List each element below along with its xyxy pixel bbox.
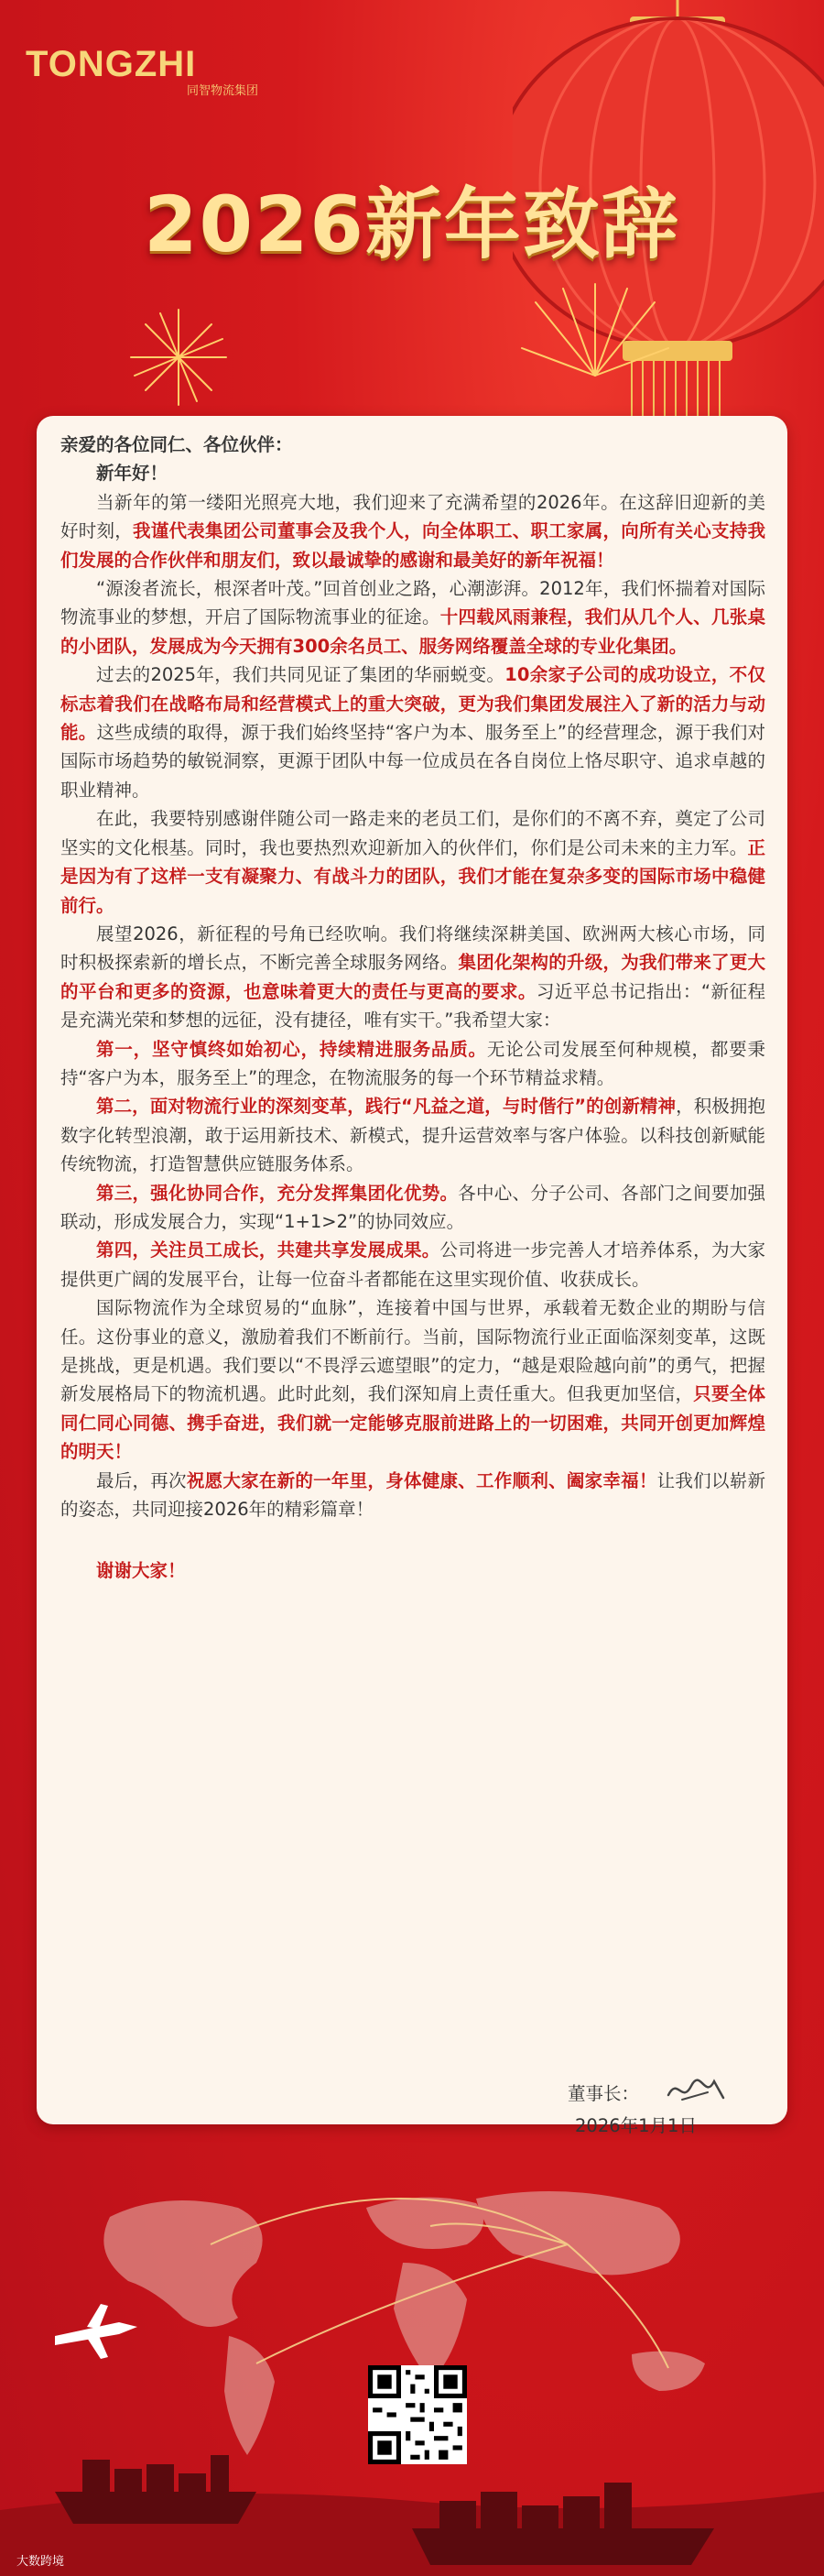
body-text: 公司将进一步完善人才培养体系，为大家提供更广阔的发展平台，让每一位奋斗者都能在这里实现价值、收获成长。 [60,1239,765,1290]
letter-happy-new-year: 新年好！ [96,463,168,485]
company-logo [26,46,258,98]
signature-image [664,2072,728,2109]
emphasis-text: 第四，关注员工成长，共建共享发展成果。 [96,1239,440,1261]
paragraph-6 [60,1035,765,1093]
letter-date: 2026年1月1日 [575,2115,697,2136]
letter-greeting: 亲爱的各位同仁、各位伙伴： [60,434,293,455]
body-text: 最后，再次 [96,1469,187,1491]
emphasis-text: 第二，面对物流行业的深刻变革，践行“凡益之道，与时偕行”的创新精神 [96,1096,677,1118]
emphasis-text: 集团化架构的升级，为我们带来了更大的平台和更多的资源，也意味着更大的责任与更高的要求。 [60,952,765,1002]
body-text: 当新年的第一缕阳光照亮大地，我们迎来了充满希望的2026年。在这辞旧迎新的美好时刻， [60,491,765,542]
body-text: 展望2026，新征程的号角已经吹响。我们将继续深耕美国、欧洲两大核心市场，同时积极探索新的增长点，不断完善全球服务网络。 [60,922,765,974]
emphasis-text: 正是因为有了这样一支有凝聚力、有战斗力的团队，我们才能在复杂多变的国际市场中稳健前行。 [60,836,765,916]
paragraph-2 [60,574,765,660]
emphasis-text: 只要全体同仁同心同德、携手奋进，我们就一定能够克服前进路上的一切困难，共同开创更加辉煌的明天！ [60,1383,765,1463]
footer-brand: 大数跨境 [16,2555,65,2569]
qr-code[interactable] [368,2365,467,2464]
paragraph-10 [60,1293,765,1466]
body-text: 习近平总书记指出：“新征程是充满光荣和梦想的远征，没有捷径，唯有实干。”我希望大家： [60,980,765,1031]
letter-body [60,431,765,1586]
page-title: 2026新年致辞 [144,180,680,269]
body-text: “源浚者流长，根深者叶茂。”回首创业之路，心潮澎湃。2012年，我们怀揣着对国际物流事业的梦想，开启了国际物流事业的征途。 [60,578,765,628]
emphasis-text: 十四载风雨兼程，我们从几个人、几张桌的小团队，发展成为今天拥有300余名员工、服务网络覆盖全球的专业化集团。 [60,606,765,657]
body-text: 国际物流作为全球贸易的“血脉”，连接着中国与世界，承载着无数企业的期盼与信任。这份事业的意义，激励着我们不断前行。当前，国际物流行业正面临深刻变革，这既是挑战，更是机遇。我们要以“不畏浮云遮望眼”的定力，“越是艰险越向前”的勇气，把握新发展格局下的物流机遇。此时此刻，我们深知肩上责任重大。但我更加坚信， [60,1297,765,1405]
logo-subtitle: 同智物流集团 [187,84,259,98]
body-text: ，积极拥抱数字化转型浪潮，敢于运用新技术、新模式，提升运营效率与客户体验。以科技创新赋能传统物流，打造智慧供应链服务体系。 [60,1096,765,1175]
emphasis-text: 祝愿大家在新的一年里，身体健康、工作顺利、阖家幸福！ [186,1469,657,1491]
body-text: 在此，我要特别感谢伴随公司一路走来的老员工们，是你们的不离不弃，奠定了公司坚实的文化根基。同时，我也要热烈欢迎新加入的伙伴们，你们是公司未来的主力军。 [60,808,765,858]
body-text: 各中心、分子公司、各部门之间要加强联动，形成发展合力，实现“1+1>2”的协同效应。 [60,1182,765,1232]
body-text: 让我们以崭新的姿态，共同迎接2026年的精彩篇章！ [60,1469,765,1521]
paragraph-11 [60,1467,765,1524]
paragraph-5 [60,920,765,1035]
firework-left-icon [124,302,233,412]
paragraph-8 [60,1179,765,1237]
emphasis-text: 第三，强化协同合作，充分发挥集团化优势。 [96,1182,459,1204]
airplane-icon [55,2304,137,2359]
logo-text: TONGZHI [26,44,197,84]
emphasis-text: 10余家子公司的成功设立，不仅标志着我们在战略布局和经营模式上的重大突破，更为我们集团发展注入了新的活力与动能。 [60,664,765,744]
firework-right-icon [517,275,673,403]
paragraph-9 [60,1236,765,1293]
thanks-text: 谢谢大家！ [96,1560,186,1582]
body-text: 这些成绩的取得，源于我们始终坚持“客户为本、服务至上”的经营理念，源于我们对国际市场趋势的敏锐洞察，更源于团队中每一位成员在各自岗位上恪尽职守、追求卓越的职业精神。 [60,722,765,801]
paragraph-7 [60,1092,765,1178]
paragraph-4 [60,804,765,920]
emphasis-text: 我谨代表集团公司董事会及我个人，向全体职工、职工家属，向所有关心支持我们发展的合作伙伴和朋友们，致以最诚挚的感谢和最美好的新年祝福！ [60,520,765,571]
emphasis-text: 第一，坚守慎终如始初心，持续精进服务品质。 [96,1038,487,1060]
signer-label: 董事长： [568,2083,640,2104]
body-text: 无论公司发展至何种规模，都要秉持“客户为本，服务至上”的理念，在物流服务的每一个环节精益求精。 [60,1038,765,1088]
paragraph-3 [60,660,765,804]
paragraph-1 [60,488,765,574]
body-text: 过去的2025年，我们共同见证了集团的华丽蜕变。 [96,664,505,686]
